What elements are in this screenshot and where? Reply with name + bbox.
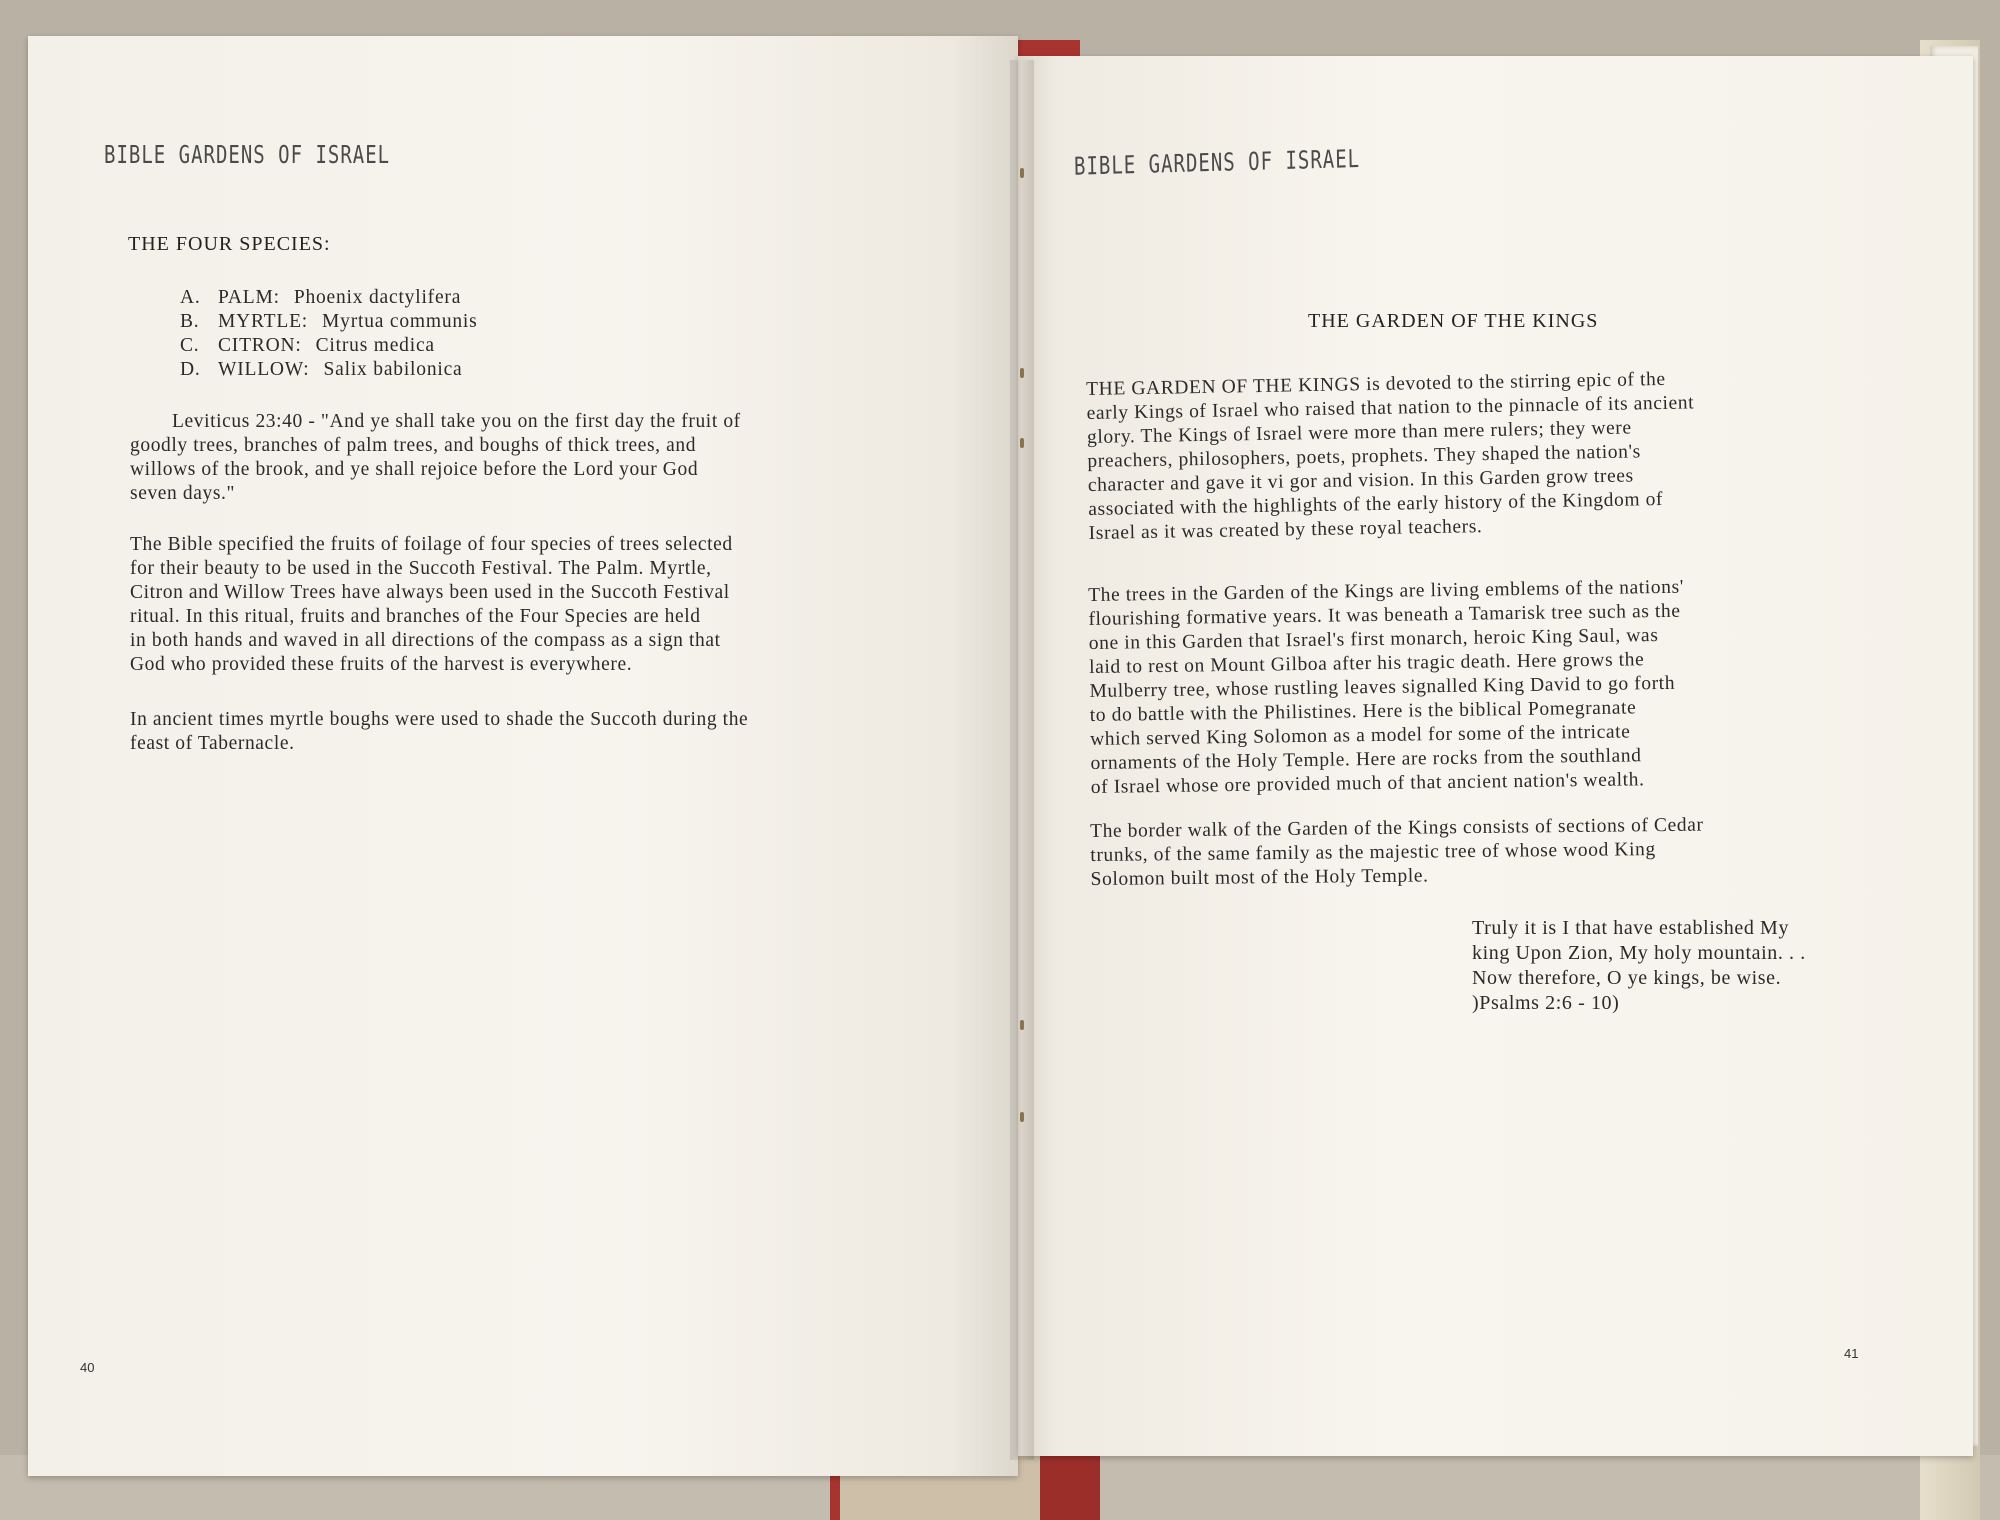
myrtle-paragraph: In ancient times myrtle boughs were used to shade the Succoth during the feast of Tabernacle.	[130, 709, 749, 754]
binding-stitch	[1020, 438, 1024, 448]
species-list	[180, 286, 478, 382]
kings-paragraph-3: The border walk of the Garden of the Kings consists of sections of Cedar trunks, of the same family as the majestic tree of whose wood King Solomon built most of the Holy Temple.	[1090, 814, 1704, 890]
four-species-heading: THE FOUR SPECIES:	[128, 233, 331, 255]
right-page	[1018, 56, 1973, 1456]
binding-stitch	[1020, 368, 1024, 378]
leviticus-quote: Leviticus 23:40 - "And ye shall take you on the first day the fruit of goodly trees, branches of palm trees, and boughs of thick trees, and willows of the brook, and ye shall rejoice before the Lord your God seven days."	[130, 411, 741, 504]
species-item: C. CITRON: Citrus medica	[180, 335, 435, 356]
left-page-number: 40	[80, 1360, 95, 1375]
species-item: B. MYRTLE: Myrtua communis	[180, 311, 478, 332]
kings-paragraph-1: THE GARDEN OF THE KINGS is devoted to the stirring epic of the early Kings of Israel who raised that nation to the pinnacle of its ancient glory. The Kings of Israel were more than mere rulers; they were preachers, philosophers, poets, prophets. They shaped the nation's character and gave it vi gor and vision. In this Garden grow trees associated with the highlights of the early history of the Kingdom of Israel as it was created by these royal teachers.	[1086, 368, 1695, 544]
binding-stitch	[1020, 1112, 1024, 1122]
left-running-head: BIBLE GARDENS OF ISRAEL	[104, 140, 391, 170]
right-page-number: 41	[1844, 1346, 1859, 1361]
species-item: D. WILLOW: Salix babilonica	[180, 359, 463, 380]
garden-of-kings-title: THE GARDEN OF THE KINGS	[1308, 310, 1599, 332]
four-species-paragraph: The Bible specified the fruits of foilage of four species of trees selected for their beauty to be used in the Succoth Festival. The Palm. Myrtle, Citron and Willow Trees have always been used in the Succoth Festival ritual. In this ritual, fruits and branches of the Four Species are held in both hands and waved in all directions of the compass as a sign that God who provided these fruits of the harvest is everywhere.	[130, 534, 733, 675]
left-page	[28, 36, 1018, 1476]
kings-paragraph-2: The trees in the Garden of the Kings are living emblems of the nations' flourishing formative years. It was beneath a Tamarisk tree such as the one in this Garden that Israel's first monarch, heroic King Saul, was laid to rest on Mount Gilboa after his tragic death. Here grows the Mulberry tree, whose rustling leaves signalled King David to go forth to do battle with the Philistines. Here is the biblical Pomegranate which served King Solomon as a model for some of the intricate ornaments of the Holy Temple. Here are rocks from the southland of Israel whose ore provided much of that ancient nation's wealth.	[1088, 576, 1684, 798]
binding-stitch	[1020, 168, 1024, 178]
right-running-head: BIBLE GARDENS OF ISRAEL	[1073, 144, 1361, 182]
psalm-quote: Truly it is I that have established My king Upon Zion, My holy mountain. . . Now therefore, O ye kings, be wise. )Psalms 2:6 - 10)	[1472, 917, 1806, 1014]
book-gutter	[1010, 60, 1034, 1460]
species-item: A. PALM: Phoenix dactylifera	[180, 287, 462, 308]
binding-stitch	[1020, 1020, 1024, 1030]
